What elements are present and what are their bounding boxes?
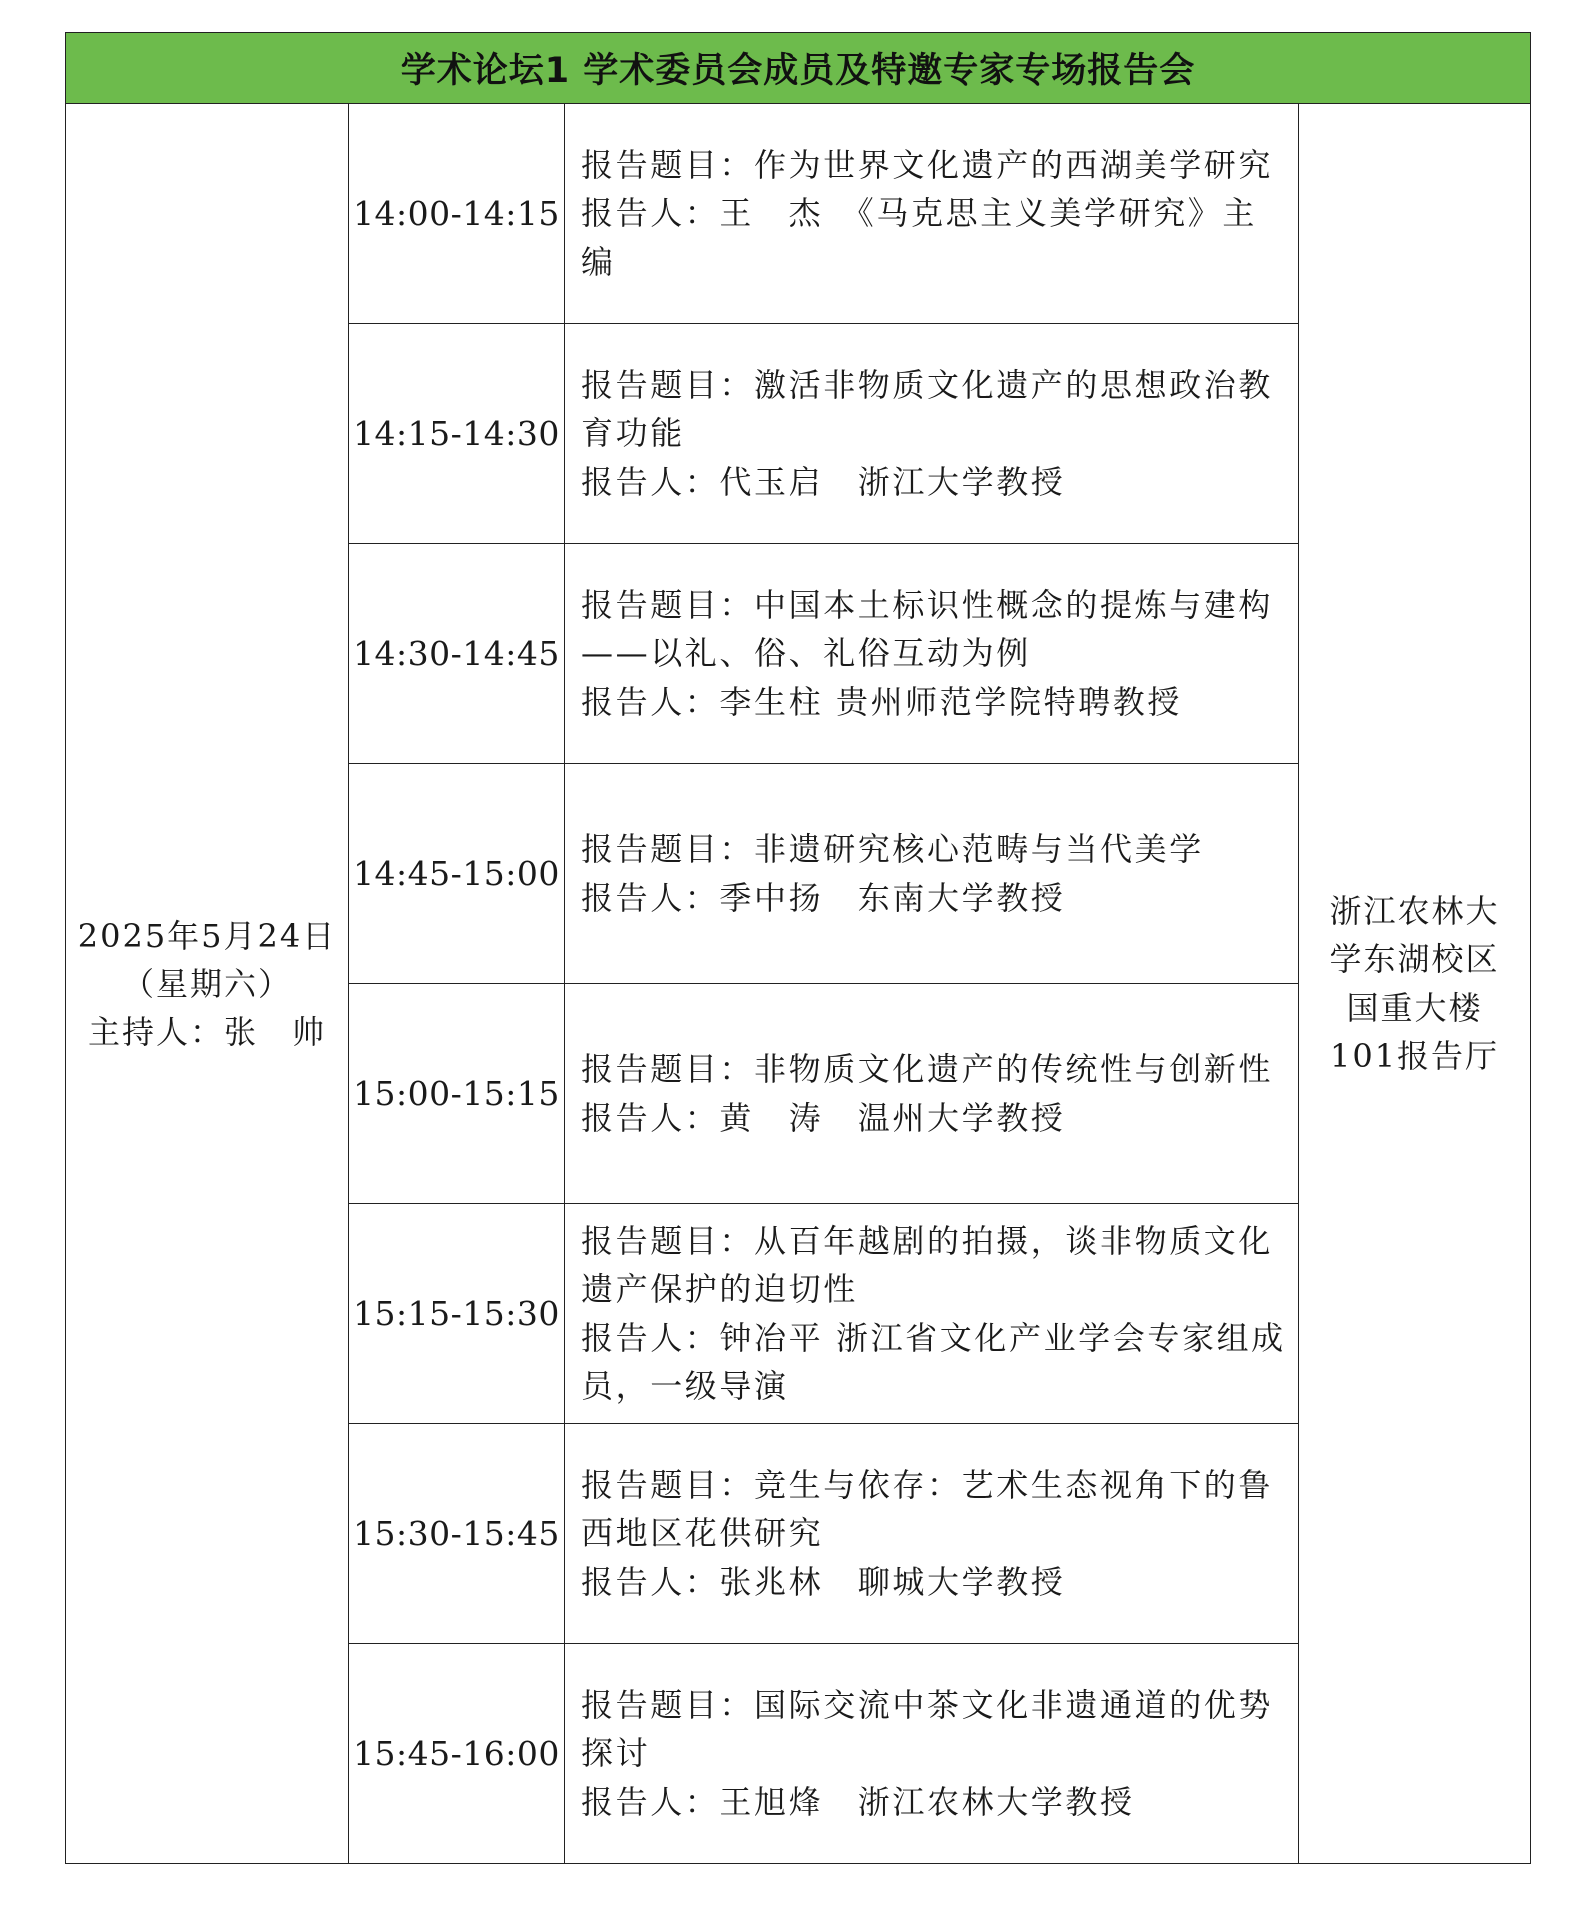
- talk-speaker: 报告人：王 杰 《马克思主义美学研究》主编: [581, 194, 1258, 281]
- talk-topic: 报告题目：竞生与依存：艺术生态视角下的鲁西地区花供研究: [581, 1465, 1274, 1553]
- talk-details: [565, 764, 1299, 984]
- session-host: 主持人：张 帅: [87, 1012, 326, 1051]
- talk-topic: 报告题目：非物质文化遗产的传统性与创新性: [581, 1050, 1274, 1088]
- talk-time: 14:30-14:45: [349, 544, 565, 764]
- talk-topic: 报告题目：从百年越剧的拍摄，谈非物质文化遗产保护的迫切性: [581, 1221, 1274, 1308]
- talk-details: [565, 324, 1299, 544]
- talk-topic: 报告题目：激活非物质文化遗产的思想政治教育功能: [581, 365, 1274, 453]
- talk-details: [565, 1204, 1299, 1424]
- talk-topic: 报告题目：国际交流中茶文化非遗通道的优势探讨: [581, 1685, 1274, 1773]
- talk-time: 15:45-16:00: [349, 1644, 565, 1864]
- talk-details: [565, 544, 1299, 764]
- talk-speaker: 报告人：李生柱 贵州师范学院特聘教授: [581, 682, 1182, 721]
- talk-time: 14:45-15:00: [349, 764, 565, 984]
- talk-speaker: 报告人：季中扬 东南大学教授: [581, 878, 1066, 917]
- forum-title: 学术论坛1 学术委员会成员及特邀专家专场报告会: [66, 33, 1531, 104]
- session-info: [66, 104, 349, 1864]
- talk-speaker: 报告人：代玉启 浙江大学教授: [581, 462, 1066, 501]
- talk-time: 15:30-15:45: [349, 1424, 565, 1644]
- session-date: 2025年5月24日: [77, 916, 337, 955]
- talk-time: 14:15-14:30: [349, 324, 565, 544]
- title-row: [66, 33, 1531, 104]
- talk-time: 14:00-14:15: [349, 104, 565, 324]
- talk-details: [565, 1424, 1299, 1644]
- talk-topic: 报告题目：作为世界文化遗产的西湖美学研究: [581, 145, 1274, 184]
- session-weekday: （星期六）: [121, 964, 292, 1003]
- venue: 浙江农林大学东湖校区国重大楼101报告厅: [1299, 104, 1531, 1864]
- talk-time: 15:15-15:30: [349, 1204, 565, 1424]
- talk-topic: 报告题目：中国本土标识性概念的提炼与建构——以礼、俗、礼俗互动为例: [581, 585, 1274, 673]
- talk-details: [565, 1644, 1299, 1864]
- talk-speaker: 报告人：钟冶平 浙江省文化产业学会专家组成员，一级导演: [581, 1318, 1286, 1405]
- schedule-table: [65, 32, 1531, 1864]
- table-row: [66, 104, 1531, 324]
- talk-details: [565, 984, 1299, 1204]
- talk-speaker: 报告人：张兆林 聊城大学教授: [581, 1562, 1066, 1601]
- talk-topic: 报告题目：非遗研究核心范畴与当代美学: [581, 830, 1204, 868]
- talk-speaker: 报告人：王旭烽 浙江农林大学教授: [581, 1782, 1135, 1821]
- talk-speaker: 报告人：黄 涛 温州大学教授: [581, 1098, 1066, 1137]
- talk-time: 15:00-15:15: [349, 984, 565, 1204]
- talk-details: [565, 104, 1299, 324]
